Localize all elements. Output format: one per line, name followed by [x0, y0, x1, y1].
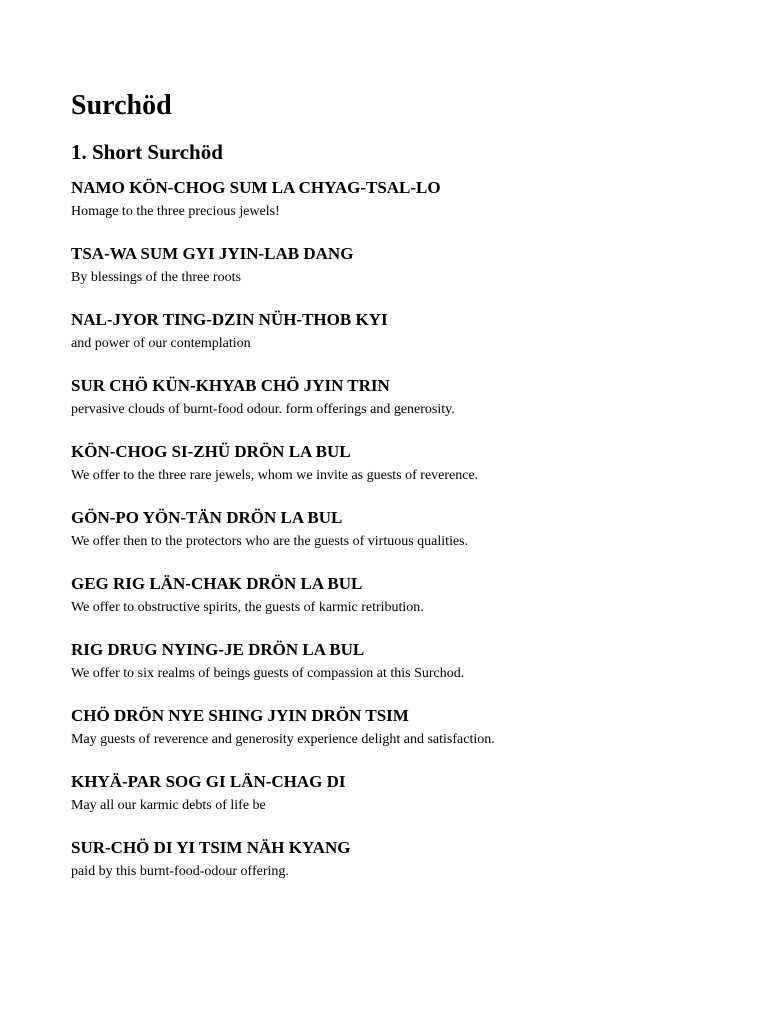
verse-translation: We offer to obstructive spirits, the guests of karmic retribution.: [71, 600, 424, 615]
verse-translation: pervasive clouds of burnt-food odour. form offerings and generosity.: [71, 402, 455, 417]
verse-tibetan: NAMO KÖN-CHOG SUM LA CHYAG-TSAL-LO: [71, 178, 441, 197]
verse-translation: We offer then to the protectors who are the guests of virtuous qualities.: [71, 534, 469, 549]
verse-translation: and power of our contemplation: [71, 336, 251, 351]
verse-tibetan: CHÖ DRÖN NYE SHING JYIN DRÖN TSIM: [71, 706, 409, 725]
verse-tibetan: TSA-WA SUM GYI JYIN-LAB DANG: [71, 244, 354, 263]
verse: [71, 639, 728, 683]
verse-translation: We offer to the three rare jewels, whom we invite as guests of reverence.: [71, 468, 479, 483]
verse: [71, 441, 728, 485]
verse-translation: May guests of reverence and generosity experience delight and satisfaction.: [71, 732, 495, 747]
verse-translation: May all our karmic debts of life be: [71, 798, 266, 813]
verse-translation: Homage to the three precious jewels!: [71, 204, 280, 219]
verse: [71, 375, 728, 419]
document-page: [71, 88, 728, 903]
document-title: Surchöd: [71, 90, 172, 121]
verse-tibetan: GEG RIG LÄN-CHAK DRÖN LA BUL: [71, 574, 363, 593]
verse-tibetan: SUR-CHÖ DI YI TSIM NÄH KYANG: [71, 838, 351, 857]
section-title: 1. Short Surchöd: [71, 140, 223, 164]
verse-translation: paid by this burnt-food-odour offering.: [71, 864, 289, 879]
verse-tibetan: KÖN-CHOG SI-ZHÜ DRÖN LA BUL: [71, 442, 351, 461]
verse: [71, 309, 728, 353]
verse-translation: We offer to six realms of beings guests of compassion at this Surchod.: [71, 666, 465, 681]
verse: [71, 705, 728, 749]
verse-tibetan: NAL-JYOR TING-DZIN NÜH-THOB KYI: [71, 310, 388, 329]
verse-translation: By blessings of the three roots: [71, 270, 241, 285]
verse-tibetan: GÖN-PO YÖN-TÄN DRÖN LA BUL: [71, 508, 343, 527]
verse: [71, 771, 728, 815]
verse: [71, 837, 728, 881]
verse: [71, 243, 728, 287]
verse-tibetan: SUR CHÖ KÜN-KHYAB CHÖ JYIN TRIN: [71, 376, 390, 395]
verse: [71, 177, 728, 221]
verse: [71, 573, 728, 617]
verse: [71, 507, 728, 551]
verse-tibetan: RIG DRUG NYING-JE DRÖN LA BUL: [71, 640, 365, 659]
verse-tibetan: KHYÄ-PAR SOG GI LÄN-CHAG DI: [71, 772, 346, 791]
